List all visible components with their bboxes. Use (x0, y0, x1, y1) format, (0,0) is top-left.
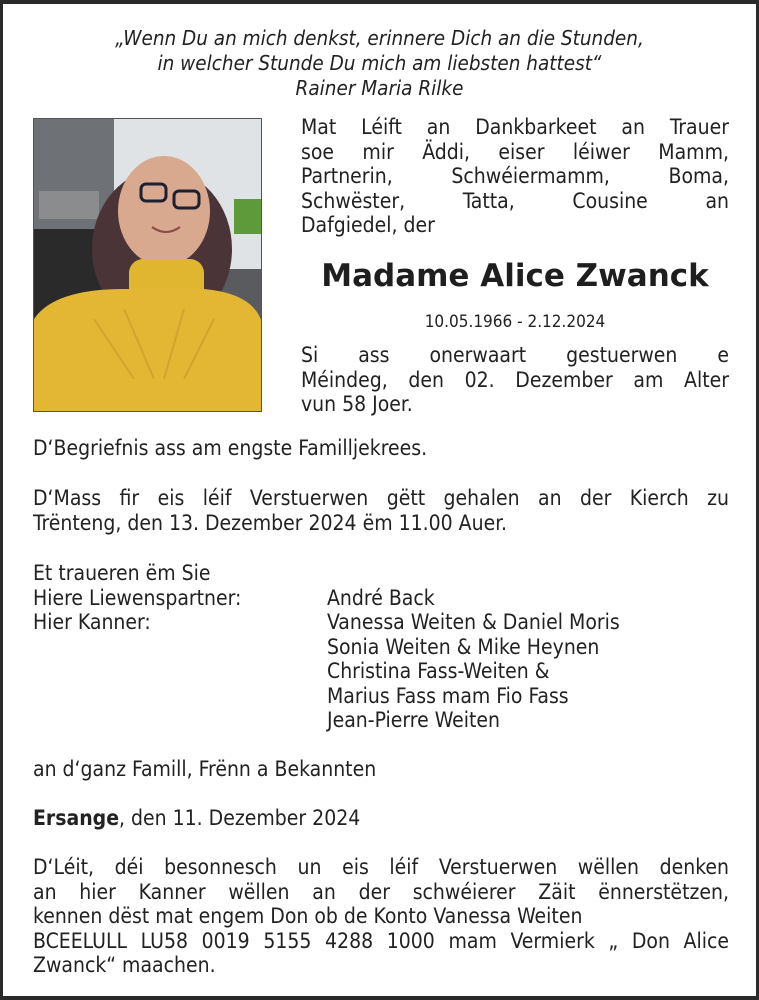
children-label: Hier Kanner: (33, 610, 151, 634)
intro-line: soe mir Äddi, eiser léiwer Mamm, (301, 139, 729, 164)
donation-line: BCEELULL LU58 0019 5155 4288 1000 mam Vermierk „ Don Alice (33, 928, 729, 953)
mass-notice (33, 486, 729, 535)
child-entry: Marius Fass mam Fio Fass (327, 683, 569, 708)
mass-line: D‘Mass fir eis léif Verstuerwen gëtt gehalen an der Kierch zu (33, 486, 729, 510)
children-row (33, 610, 729, 733)
partner-label: Hiere Liewenspartner: (33, 585, 242, 610)
intro-text (301, 115, 729, 238)
life-dates: 10.05.1966 - 2.12.2024 (424, 312, 606, 332)
donation-line: Zwanck“ maachen. (33, 953, 216, 977)
quote-author: Rainer Maria Rilke (295, 76, 464, 100)
mass-line: Trënteng, den 13. Dezember 2024 ëm 11.00 Auer. (33, 510, 508, 535)
others-mourning: an d‘ganz Famill, Frënn a Bekannten (33, 757, 377, 781)
death-notice (301, 343, 729, 417)
mourners-list (33, 561, 729, 733)
signoff (33, 806, 729, 831)
donation-notice (33, 855, 729, 978)
death-notice-line: vun 58 Joer. (301, 392, 413, 416)
intro-line: Partnerin, Schwéiermamm, Boma, (301, 164, 729, 188)
partner-name: André Back (327, 585, 435, 610)
death-notice-line: Méindeg, den 02. Dezember am Alter (301, 367, 729, 392)
intro-line: Mat Léift an Dankbarkeet an Trauer (301, 115, 729, 139)
quote-line: „Wenn Du an mich denkst, erinnere Dich an die Stunden, (115, 26, 644, 50)
portrait-photo (33, 118, 262, 412)
child-entry: Vanessa Weiten & Daniel Moris (327, 610, 620, 634)
donation-line: D‘Léit, déi besonnesch un eis léif Verstuerwen wëllen denken (33, 855, 729, 879)
funeral-notice: D‘Begriefnis ass am engste Familljekrees. (33, 436, 428, 460)
mourners-heading: Et traueren ëm Sie (33, 561, 211, 585)
intro-line: Dafgiedel, der (301, 213, 435, 237)
partner-row (33, 586, 729, 611)
quote-line: in welcher Stunde Du mich am liebsten hattest“ (157, 51, 602, 75)
portrait-illustration (34, 119, 262, 412)
intro-line: Schwëster, Tatta, Cousine an (301, 188, 729, 213)
child-entry: Christina Fass-Weiten & (327, 659, 550, 683)
signoff-place: Ersange (33, 806, 120, 830)
death-notice-line: Si ass onerwaart gestuerwen e (301, 343, 729, 367)
epigraph-quote (0, 26, 759, 101)
signoff-date: , den 11. Dezember 2024 (119, 806, 361, 830)
donation-line: an hier Kanner wëllen an der schwéierer Zäit ënnerstëtzen, (33, 879, 729, 904)
donation-line: kennen dëst mat engem Don ob de Konto Vanessa Weiten (33, 904, 583, 928)
children-names (327, 610, 729, 733)
deceased-name: Madame Alice Zwanck (321, 258, 709, 294)
child-entry: Sonia Weiten & Mike Heynen (327, 634, 600, 659)
child-entry: Jean-Pierre Weiten (327, 708, 501, 732)
